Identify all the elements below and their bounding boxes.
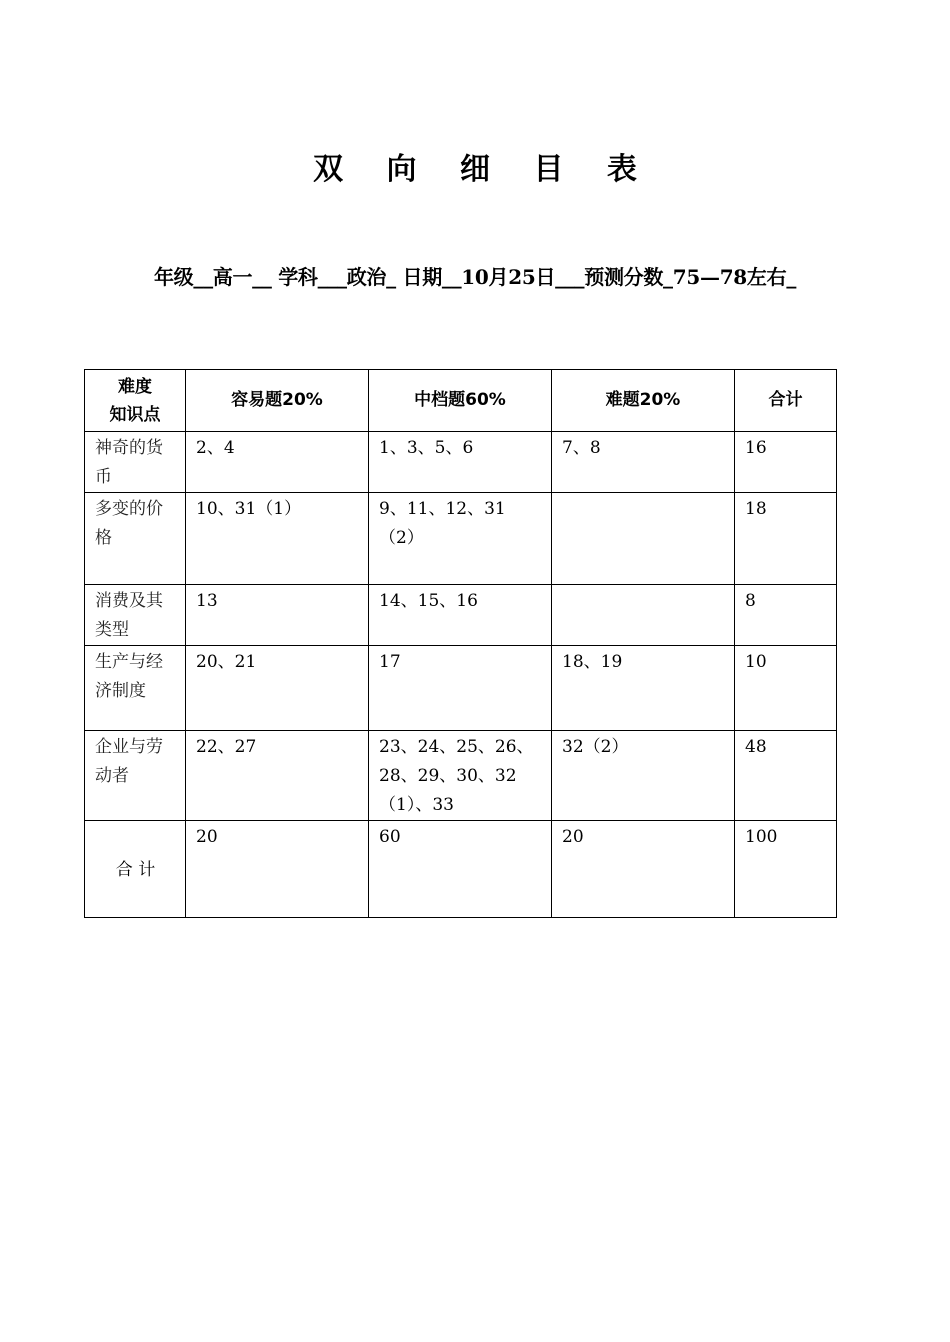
easy-cell: 10、31（1）	[186, 493, 369, 585]
topic-cell: 生产与经济制度	[85, 646, 186, 731]
easy-cell: 20、21	[186, 646, 369, 731]
easy-total-cell: 20	[186, 821, 369, 918]
header-total: 合计	[735, 370, 837, 432]
table-row	[85, 731, 837, 821]
hard-cell	[552, 493, 735, 585]
easy-cell: 13	[186, 585, 369, 646]
table-row	[85, 493, 837, 585]
total-cell: 18	[735, 493, 837, 585]
grand-total-cell: 100	[735, 821, 837, 918]
medium-cell: 1、3、5、6	[369, 432, 552, 493]
topic-cell: 消费及其类型	[85, 585, 186, 646]
topic-cell: 企业与劳动者	[85, 731, 186, 821]
total-row-label: 合 计	[85, 821, 186, 918]
corner-header	[85, 370, 186, 432]
hard-cell: 18、19	[552, 646, 735, 731]
table-row	[85, 432, 837, 493]
medium-cell: 9、11、12、31（2）	[369, 493, 552, 585]
topic-cell: 神奇的货币	[85, 432, 186, 493]
hard-cell	[552, 585, 735, 646]
table-row	[85, 585, 837, 646]
easy-cell: 22、27	[186, 731, 369, 821]
total-cell: 48	[735, 731, 837, 821]
difficulty-label: 难度	[118, 376, 152, 397]
header-hard: 难题20%	[552, 370, 735, 432]
hard-cell: 32（2）	[552, 731, 735, 821]
table-row	[85, 646, 837, 731]
specification-table	[84, 369, 837, 918]
page-title: 双 向 细 目 表	[313, 152, 654, 187]
easy-cell: 2、4	[186, 432, 369, 493]
header-medium: 中档题60%	[369, 370, 552, 432]
header-row	[85, 370, 837, 432]
knowledge-point-label: 知识点	[109, 404, 161, 425]
hard-total-cell: 20	[552, 821, 735, 918]
exam-info-line: 年级__高一__ 学科___政治_ 日期__10月25日___预测分数_75—78左右_	[153, 265, 797, 289]
total-cell: 16	[735, 432, 837, 493]
total-row	[85, 821, 837, 918]
total-cell: 10	[735, 646, 837, 731]
medium-total-cell: 60	[369, 821, 552, 918]
medium-cell: 23、24、25、26、28、29、30、32（1）、33	[369, 731, 552, 821]
medium-cell: 17	[369, 646, 552, 731]
topic-cell: 多变的价格	[85, 493, 186, 585]
header-easy: 容易题20%	[186, 370, 369, 432]
hard-cell: 7、8	[552, 432, 735, 493]
medium-cell: 14、15、16	[369, 585, 552, 646]
total-cell: 8	[735, 585, 837, 646]
